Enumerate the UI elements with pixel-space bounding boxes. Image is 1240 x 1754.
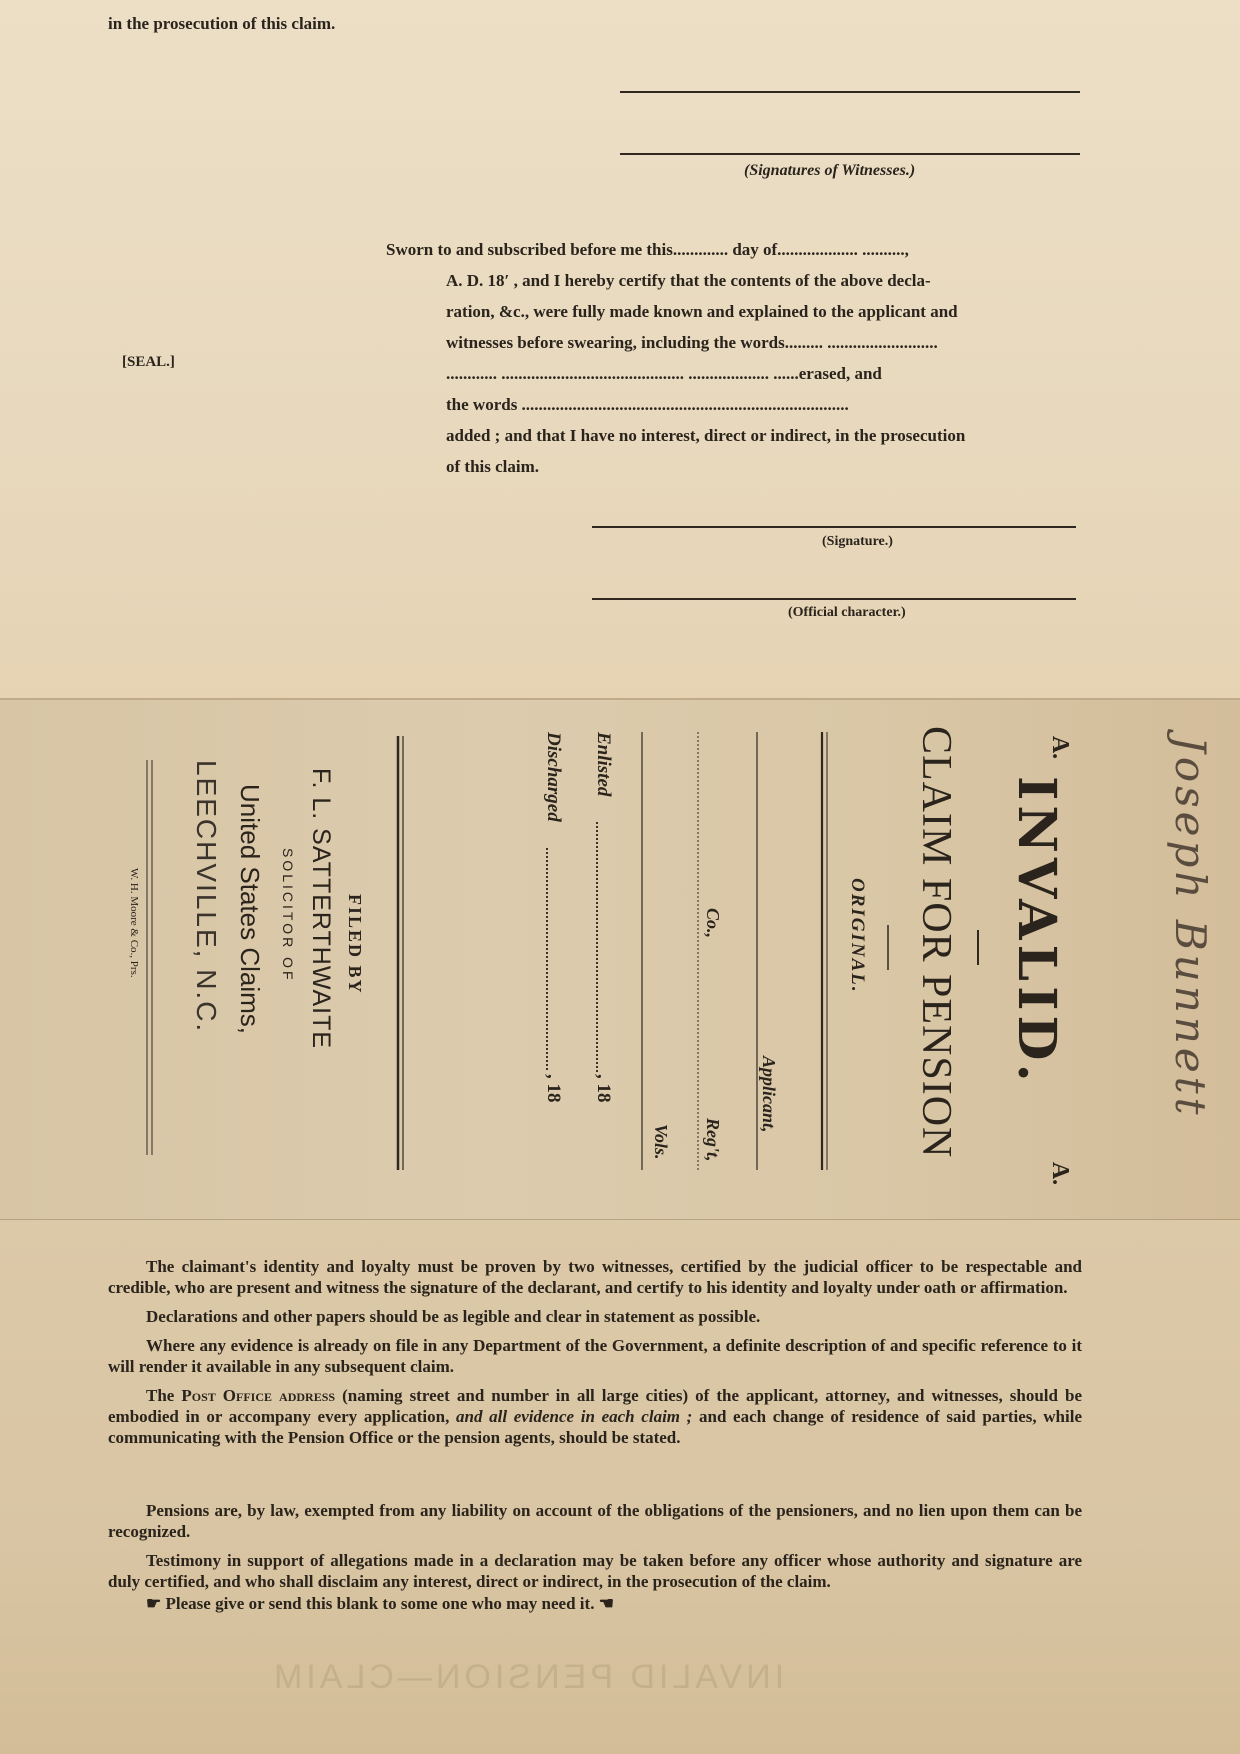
official-line (592, 598, 1076, 600)
discharged-label: Discharged (543, 732, 564, 822)
sworn-line-7: added ; and that I have no interest, direct or indirect, in the prosecution (446, 426, 966, 445)
docket-panel (0, 700, 1240, 1220)
title-invalid: INVALID. (1006, 776, 1067, 1087)
instruction-evidence: Where any evidence is already on file in any Department of the Government, a definite description of and specific reference to it will render it available in any subsequent claim. (108, 1336, 1082, 1376)
discharged-dotted-line (546, 848, 548, 1070)
witness-signature-line-1 (620, 91, 1080, 93)
instruction-legible: Declarations and other papers should be as legible and clear in statement as possible. (146, 1307, 761, 1326)
official-caption: (Official character.) (788, 605, 906, 620)
instruction-testimony: Testimony in support of allegations made in a declaration may be taken before any officer whose authority and signature are duly certified, and who shall disclaim any interest, direct or indirect, in the prosecution of the claim. (108, 1551, 1082, 1591)
instructions-block-2 (108, 1500, 1082, 1600)
solicitor-of-label: SOLICITOR OF (280, 848, 296, 983)
original-label: ORIGINAL. (847, 878, 868, 994)
regt-label: Reg't, (703, 1118, 723, 1162)
signature-caption: (Signature.) (822, 534, 893, 549)
enlisted-label: Enlisted (593, 732, 614, 797)
seal-label: [SEAL.] (122, 354, 175, 370)
location-label: LEECHVILLE, N.C. (191, 760, 222, 1034)
discharged-year: , 18 (543, 1074, 564, 1103)
sworn-line-5: ............ ........................................... ................... ......erased, and (446, 364, 882, 383)
sworn-line-8: of this claim. (446, 457, 540, 476)
instruction-identity: The claimant's identity and loyalty must be proven by two witnesses, certified by the judicial officer to be respectable and credible, who are present and witness the signature of the declarant, and certify to his identity and loyalty under oath or affirmation. (108, 1257, 1082, 1297)
instruction-post-office: The Post Office address (naming street and number in all large cities) of the applicant, attorney, and witnesses, should be embodied in or accompany every application, and all evidence in each claim ; and each change of residence of said parties, while communicating with the Pension Office or the pension agents, should be stated. (108, 1386, 1082, 1447)
applicant-label: Applicant, (759, 1056, 779, 1133)
intro-fragment: in the prosecution of this claim. (108, 14, 336, 33)
instructions-panel (0, 1220, 1240, 1754)
us-claims-label: United States Claims, (235, 784, 265, 1034)
handwritten-name: Joseph Bunnett (1166, 736, 1215, 1119)
vols-label: Vols. (651, 1124, 671, 1160)
instruction-exempt: Pensions are, by law, exempted from any liability on account of the obligations of the pensioners, and no lien upon them can be recognized. (108, 1501, 1082, 1541)
footer-note-line (146, 1594, 614, 1614)
solicitor-name: F. L. SATTERTHWAITE (307, 768, 335, 1050)
corner-letter-a-bottom: A. (1047, 1161, 1074, 1186)
pointing-hand-left-icon: ☚ (598, 1594, 614, 1613)
witness-caption: (Signatures of Witnesses.) (744, 162, 916, 179)
signature-line (592, 526, 1076, 528)
sworn-line-6: the words ............................................................................. (446, 395, 849, 414)
pointing-hand-right-icon: ☛ (146, 1594, 162, 1613)
sworn-line-2: A. D. 18′ , and I hereby certify that the contents of the above decla- (446, 271, 931, 290)
instructions-block-1 (108, 1256, 1082, 1456)
corner-letter-a-top: A. (1047, 735, 1074, 760)
witness-signature-line-2 (620, 153, 1080, 155)
footer-note: Please give or send this blank to some one who may need it. (165, 1594, 595, 1613)
top-panel (0, 0, 1240, 700)
printer-credit: W. H. Moore & Co., Prs. (128, 868, 140, 978)
enlisted-year: , 18 (593, 1074, 614, 1103)
enlisted-dotted-line (596, 822, 598, 1072)
filed-by-label: FILED BY (345, 894, 365, 995)
title-claim-for-pension: CLAIM FOR PENSION (913, 726, 959, 1159)
sworn-line-1: Sworn to and subscribed before me this............. day of................... .........., (386, 240, 909, 259)
co-label: Co., (703, 908, 723, 939)
sworn-line-4: witnesses before swearing, including the words......... .......................... (446, 333, 938, 352)
bleed-through-text: INVALID PENSION—CLAIM (270, 1658, 785, 1696)
sworn-line-3: ration, &c., were fully made known and explained to the applicant and (446, 302, 958, 321)
